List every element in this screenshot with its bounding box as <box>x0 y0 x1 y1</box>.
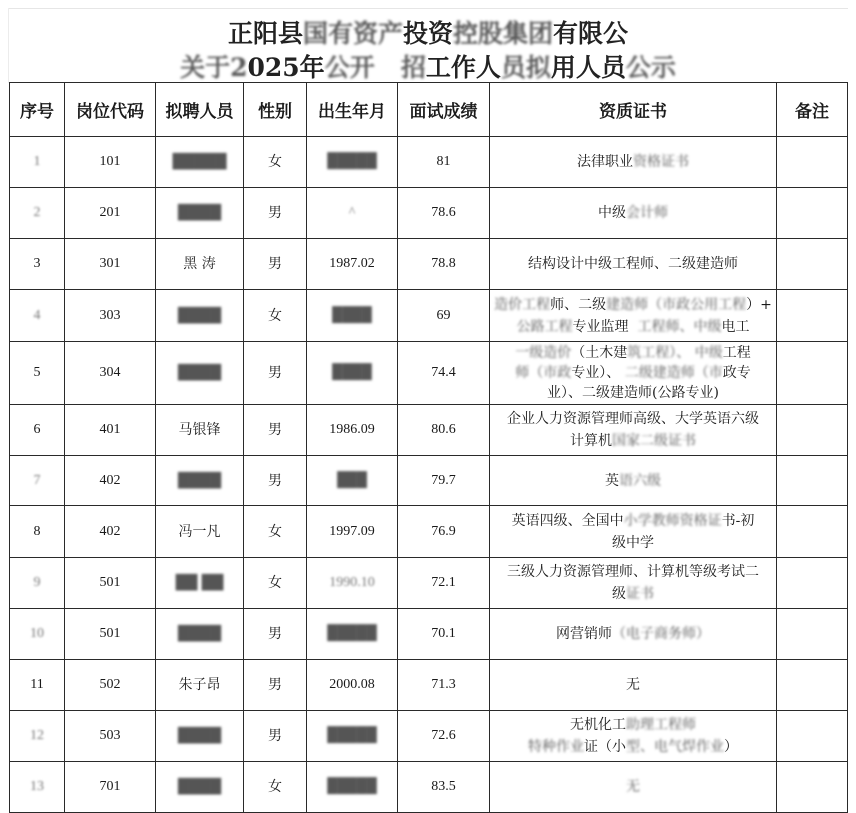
cert-line <box>494 583 772 605</box>
cell-gender: 女 <box>244 506 307 558</box>
cell-index: 8 <box>10 506 65 558</box>
cell-candidate: ████ <box>156 342 244 405</box>
cell-candidate: 朱子昂 <box>156 660 244 711</box>
table-header-row <box>10 83 848 137</box>
cert-text: 电工 <box>721 318 750 335</box>
cert-obscured-text: 造价工程 <box>494 296 551 313</box>
cert-line <box>494 430 772 452</box>
cell-birth: 2000.08 <box>307 660 398 711</box>
cert-text: 级 <box>612 586 626 602</box>
cell-gender: 女 <box>244 762 307 813</box>
cell-index: 1 <box>10 137 65 188</box>
cell-certificates <box>490 609 777 660</box>
cell-birth: 1990.10 <box>307 558 398 609</box>
cell-score: 76.9 <box>398 506 490 558</box>
cert-line <box>494 294 772 316</box>
cert-line: 三级人力资源管理师、计算机等级考试二 <box>507 564 759 580</box>
table-row <box>10 762 848 813</box>
cert-line <box>494 363 772 383</box>
cert-obscured-text: 资格证书 <box>633 154 689 170</box>
cell-gender: 男 <box>244 188 307 239</box>
table-row <box>10 609 848 660</box>
cert-obscured-text: 一级造价 <box>515 345 572 361</box>
table-row <box>10 506 848 558</box>
cell-candidate: ████ <box>156 609 244 660</box>
table-row <box>10 405 848 456</box>
cell-gender: 女 <box>244 290 307 342</box>
cell-birth: 1997.09 <box>307 506 398 558</box>
cell-certificates: 无 <box>490 762 777 813</box>
cert-text: ）+ <box>746 296 772 313</box>
cell-notes <box>777 188 848 239</box>
cell-birth: ^ <box>307 188 398 239</box>
cell-score: 72.1 <box>398 558 490 609</box>
cert-obscured-text: 语六级 <box>619 472 661 489</box>
cert-text: 书-初 <box>721 512 755 529</box>
cert-line <box>494 510 772 532</box>
cell-position-code: 401 <box>65 405 156 456</box>
cert-obscured-text: 助理工程师 <box>626 717 696 733</box>
cert-obscured-text: 中级 <box>694 345 723 361</box>
cell-certificates <box>490 558 777 609</box>
cert-obscured-text: 会计师 <box>626 205 668 221</box>
title-obscured-text: 控股集团 <box>453 19 554 48</box>
cell-candidate: 冯一凡 <box>156 506 244 558</box>
cell-score: 72.6 <box>398 711 490 762</box>
cell-notes <box>777 137 848 188</box>
cert-obscured-text: （电子商务师） <box>612 626 710 642</box>
cert-obscured-text: 特种作业 <box>528 739 584 755</box>
cell-score: 83.5 <box>398 762 490 813</box>
cell-position-code: 501 <box>65 558 156 609</box>
cell-gender: 男 <box>244 660 307 711</box>
cell-index: 2 <box>10 188 65 239</box>
header-notes: 备注 <box>777 83 848 137</box>
cert-text: 政专 <box>722 365 751 381</box>
cell-notes <box>777 456 848 506</box>
cell-score: 74.4 <box>398 342 490 405</box>
cell-birth: ████ <box>307 290 398 342</box>
cert-line <box>494 316 772 338</box>
cert-text: （土木建 <box>571 345 628 361</box>
cell-position-code: 303 <box>65 290 156 342</box>
title-text: 投资 <box>402 19 453 48</box>
cell-notes <box>777 609 848 660</box>
cell-notes <box>777 405 848 456</box>
cell-position-code: 501 <box>65 609 156 660</box>
cell-birth: ███ <box>307 456 398 506</box>
title-obscured-text: 公开 <box>324 53 375 82</box>
cell-gender: 女 <box>244 558 307 609</box>
title-obscured-text: 国有资产 <box>302 19 403 48</box>
cert-obscured-text: 国家二级证书 <box>612 433 696 449</box>
cert-text: 计算机 <box>570 433 612 449</box>
cell-score: 81 <box>398 137 490 188</box>
table-row <box>10 558 848 609</box>
cell-score: 70.1 <box>398 609 490 660</box>
cert-obscured-text: 建造师（市政公用工程 <box>606 296 747 313</box>
header-score: 面试成绩 <box>398 83 490 137</box>
title-text: 有限公 <box>553 19 629 48</box>
cert-line <box>494 343 772 363</box>
header-position-code: 岗位代码 <box>65 83 156 137</box>
cell-gender: 男 <box>244 239 307 290</box>
cell-certificates <box>490 290 777 342</box>
cert-obscured-text: 证书 <box>626 586 654 602</box>
table-row <box>10 188 848 239</box>
cell-position-code: 301 <box>65 239 156 290</box>
cell-certificates: 无 <box>490 660 777 711</box>
cell-notes <box>777 660 848 711</box>
cert-text: 网营销师 <box>556 626 612 642</box>
cell-position-code: 402 <box>65 506 156 558</box>
cell-index: 4 <box>10 290 65 342</box>
cell-score: 71.3 <box>398 660 490 711</box>
title-obscured-text: 招 <box>400 53 426 82</box>
cert-text: 师、二级 <box>550 296 607 313</box>
table-row <box>10 711 848 762</box>
cell-position-code: 201 <box>65 188 156 239</box>
cell-birth: 1986.09 <box>307 405 398 456</box>
title-obscured-text: 员拟 <box>500 53 551 82</box>
title-text: 工作人 <box>425 53 501 82</box>
cert-text: 无机化工 <box>570 717 626 733</box>
cert-line: 业）、二级建造师(公路专业) <box>547 385 719 401</box>
document-title-line-1 <box>0 14 856 50</box>
cert-line <box>494 736 772 758</box>
cell-index: 6 <box>10 405 65 456</box>
page-top-edge <box>8 8 848 9</box>
hiring-roster-table <box>9 82 848 813</box>
title-obscured-text: 公示 <box>625 53 676 82</box>
title-obscured-text: 关于2 <box>180 53 248 82</box>
cell-birth: ████ <box>307 342 398 405</box>
cell-candidate: ██ ██ <box>156 558 244 609</box>
cert-obscured-text: 二级建造师（市 <box>624 365 723 381</box>
cell-certificates: 结构设计中级工程师、二级建造师 <box>490 239 777 290</box>
header-birth: 出生年月 <box>307 83 398 137</box>
cell-index: 13 <box>10 762 65 813</box>
cell-position-code: 503 <box>65 711 156 762</box>
cell-birth: █████ <box>307 137 398 188</box>
cell-certificates <box>490 711 777 762</box>
cell-score: 78.6 <box>398 188 490 239</box>
cert-text: 中级 <box>598 205 626 221</box>
cell-birth: █████ <box>307 711 398 762</box>
cell-index: 5 <box>10 342 65 405</box>
cell-notes <box>777 239 848 290</box>
cell-index: 3 <box>10 239 65 290</box>
table-row <box>10 660 848 711</box>
cell-certificates <box>490 342 777 405</box>
cert-obscured-text: 型、电气焊作业 <box>626 739 724 755</box>
cell-position-code: 304 <box>65 342 156 405</box>
table-row <box>10 137 848 188</box>
cert-text: 工程 <box>722 345 751 361</box>
cert-text: 英语四级、全国中 <box>511 512 624 529</box>
cert-line: 企业人力资源管理师高级、大学英语六级 <box>507 411 759 427</box>
cell-candidate: ████ <box>156 456 244 506</box>
cell-certificates <box>490 506 777 558</box>
title-text: 用人员 <box>550 53 626 82</box>
cell-notes <box>777 506 848 558</box>
cell-birth: █████ <box>307 762 398 813</box>
cell-candidate: █████ <box>156 137 244 188</box>
cell-candidate: ████ <box>156 762 244 813</box>
header-certificates: 资质证书 <box>490 83 777 137</box>
cell-certificates <box>490 456 777 506</box>
cert-text: 英 <box>605 472 619 489</box>
title-text: 正阳县 <box>227 19 303 48</box>
table-row <box>10 290 848 342</box>
cell-gender: 男 <box>244 711 307 762</box>
cert-text: ） <box>724 739 738 755</box>
cell-index: 12 <box>10 711 65 762</box>
cell-position-code: 402 <box>65 456 156 506</box>
cell-score: 78.8 <box>398 239 490 290</box>
header-candidate: 拟聘人员 <box>156 83 244 137</box>
cell-notes <box>777 342 848 405</box>
cell-gender: 男 <box>244 342 307 405</box>
cell-position-code: 101 <box>65 137 156 188</box>
cell-candidate: 黑 涛 <box>156 239 244 290</box>
document-title-line-2 <box>0 48 856 84</box>
cert-text: 专业监理 <box>572 318 629 335</box>
cert-obscured-text: 师（市政 <box>515 365 572 381</box>
cell-certificates <box>490 137 777 188</box>
header-gender: 性别 <box>244 83 307 137</box>
cell-notes <box>777 558 848 609</box>
cert-obscured-text: 筑工程）、 <box>627 345 691 361</box>
cell-notes <box>777 290 848 342</box>
cell-score: 80.6 <box>398 405 490 456</box>
cell-candidate: ████ <box>156 290 244 342</box>
cell-birth: █████ <box>307 609 398 660</box>
cell-candidate: ████ <box>156 188 244 239</box>
cell-gender: 男 <box>244 405 307 456</box>
cert-text: 专业）、 <box>571 365 621 381</box>
cert-text: 法律职业 <box>577 154 633 170</box>
header-index: 序号 <box>10 83 65 137</box>
cell-certificates <box>490 188 777 239</box>
cell-candidate: 马银锋 <box>156 405 244 456</box>
cert-line <box>494 714 772 736</box>
cell-position-code: 701 <box>65 762 156 813</box>
cell-score: 79.7 <box>398 456 490 506</box>
cert-obscured-text: 小学教师资格证 <box>623 512 722 529</box>
cell-position-code: 502 <box>65 660 156 711</box>
table-row <box>10 456 848 506</box>
cell-index: 11 <box>10 660 65 711</box>
cert-line: 级中学 <box>612 534 654 551</box>
cell-birth: 1987.02 <box>307 239 398 290</box>
cell-index: 9 <box>10 558 65 609</box>
cell-gender: 男 <box>244 609 307 660</box>
cert-text: 证（小 <box>584 739 626 755</box>
cell-index: 10 <box>10 609 65 660</box>
cell-notes <box>777 711 848 762</box>
cell-gender: 男 <box>244 456 307 506</box>
cert-obscured-text: 工程师、中级 <box>637 318 722 335</box>
cell-gender: 女 <box>244 137 307 188</box>
title-text: 025年 <box>247 53 325 82</box>
cell-notes <box>777 762 848 813</box>
cell-score: 69 <box>398 290 490 342</box>
table-row <box>10 239 848 290</box>
table-row <box>10 342 848 405</box>
cell-candidate: ████ <box>156 711 244 762</box>
cell-certificates <box>490 405 777 456</box>
cert-obscured-text: 公路工程 <box>516 318 573 335</box>
cell-index: 7 <box>10 456 65 506</box>
